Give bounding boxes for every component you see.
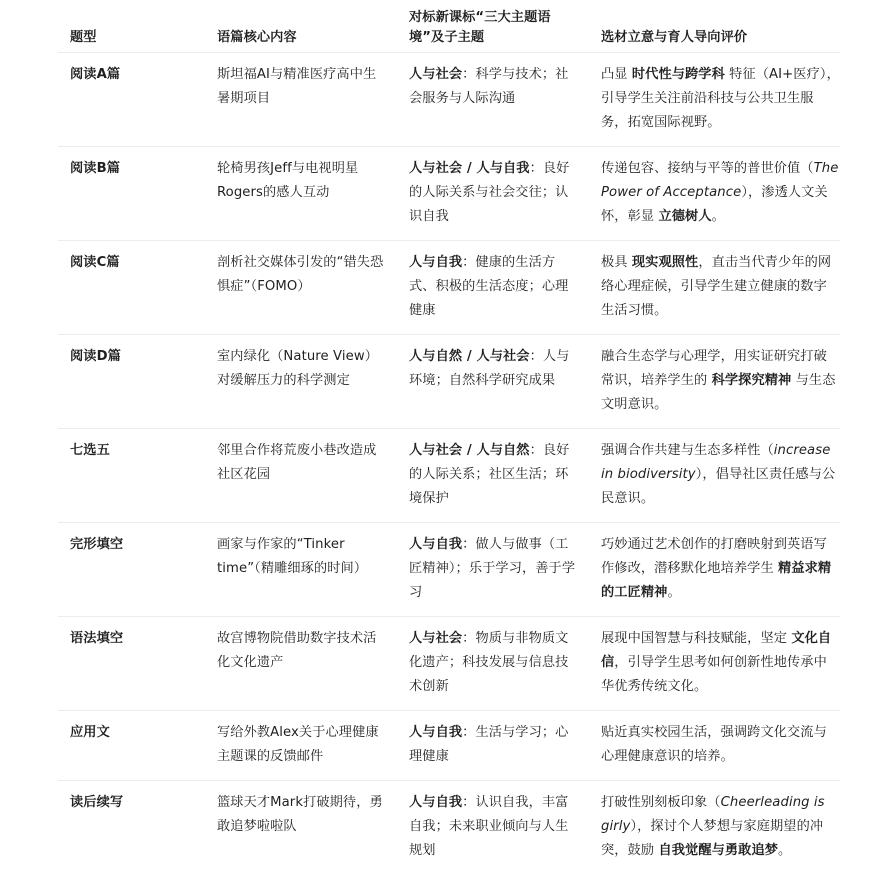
question-type-cell: 应用文 [70, 725, 110, 740]
table-row [58, 335, 840, 429]
evaluation-cell [589, 439, 840, 522]
theme-main-label: 人与自我 [409, 255, 463, 270]
header-core-content: 语篇核心内容 [217, 30, 297, 45]
core-content-cell: 写给外教Alex关于心理健康主题课的反馈邮件 [217, 725, 379, 764]
evaluation-text-segment: 立德树人 [658, 209, 712, 224]
evaluation-text-segment: The Power of Acceptance [601, 161, 839, 200]
evaluation-text-segment: 传递包容、接纳与平等的普世价值（ [601, 161, 814, 176]
evaluation-text-segment: 特征（AI+医疗），引导学生关注前沿科技与公共卫生服务，拓宽国际视野。 [601, 67, 840, 130]
evaluation-text-segment: 。 [667, 585, 681, 600]
theme-sub-label: ：科学与技术；社会服务与人际沟通 [409, 67, 569, 106]
theme-sub-label: ：良好的人际关系；社区生活；环境保护 [409, 443, 570, 506]
question-type-cell: 阅读D篇 [70, 349, 121, 364]
evaluation-text-segment: 融合生态学与心理学，用实证研究打破常识，培养学生的 [601, 349, 827, 388]
evaluation-text-segment: 现实观照性 [631, 255, 699, 270]
theme-sub-label: ：认识自我，丰富自我；未来职业倾向与人生规划 [409, 795, 569, 858]
theme-main-label: 人与自然 / 人与社会 [409, 349, 530, 364]
core-content-cell: 斯坦福AI与精准医疗高中生暑期项目 [217, 67, 377, 106]
theme-sub-label: ：物质与非物质文化遗产；科技发展与信息技术创新 [409, 631, 569, 694]
evaluation-text-segment: 时代性与跨学科 [631, 67, 725, 82]
question-type-cell: 阅读A篇 [70, 67, 121, 82]
evaluation-text-segment: 凸显 [601, 67, 632, 82]
table-row [58, 781, 840, 875]
theme-sub-label: ：人与环境；自然科学研究成果 [409, 349, 570, 388]
theme-context-cell [397, 251, 589, 334]
theme-main-label: 人与自我 [409, 725, 463, 740]
question-type-cell: 阅读C篇 [70, 255, 120, 270]
evaluation-text-segment: Cheerleading is girly [601, 795, 825, 834]
theme-sub-label: ：健康的生活方式、积极的生活态度；心理健康 [409, 255, 569, 318]
evaluation-text-segment: 展现中国智慧与科技赋能，坚定 [601, 631, 792, 646]
theme-sub-label: ：良好的人际关系与社会交往；认识自我 [409, 161, 570, 224]
theme-sub-label: ：生活与学习；心理健康 [409, 725, 569, 764]
theme-main-label: 人与自我 [409, 795, 463, 810]
evaluation-cell [589, 251, 840, 334]
theme-context-cell [397, 439, 589, 522]
evaluation-text-segment: 精益求精的工匠精神 [601, 561, 832, 600]
core-content-cell: 轮椅男孩Jeff与电视明星Rogers的感人互动 [217, 161, 359, 200]
evaluation-text-segment: 文化自信 [601, 631, 832, 670]
core-content-cell: 室内绿化（Nature View）对缓解压力的科学测定 [217, 349, 379, 388]
evaluation-text-segment: ，直击当代青少年的网络心理症候，引导学生建立健康的数字生活习惯。 [601, 255, 832, 318]
theme-context-cell [397, 791, 589, 875]
table-body [58, 53, 840, 875]
core-content-cell: 剖析社交媒体引发的“错失恐惧症”（FOMO） [217, 255, 384, 294]
theme-main-label: 人与社会 [409, 631, 463, 646]
theme-context-cell [397, 533, 589, 616]
evaluation-cell [589, 63, 840, 146]
evaluation-text-segment: ），探讨个人梦想与家庭期望的冲突，鼓励 [601, 819, 824, 858]
table-row [58, 429, 840, 523]
evaluation-text-segment: ），渗透人文关怀，彰显 [601, 185, 828, 224]
theme-main-label: 人与自我 [409, 537, 463, 552]
theme-context-cell [397, 157, 589, 240]
core-content-cell: 篮球天才Mark打破期待，勇敢追梦啦啦队 [217, 795, 383, 834]
evaluation-text-segment: ），倡导社区责任感与公民意识。 [601, 467, 836, 506]
evaluation-cell [589, 791, 840, 875]
core-content-cell: 故宫博物院借助数字技术活化文化遗产 [217, 631, 377, 670]
evaluation-cell [589, 345, 840, 428]
table-header-row [58, 8, 840, 53]
question-type-cell: 读后续写 [70, 795, 124, 810]
header-theme-context: 对标新课标“三大主题语境”及子主题 [409, 10, 551, 45]
theme-main-label: 人与社会 / 人与自然 [409, 443, 530, 458]
core-content-cell: 邻里合作将荒废小巷改造成社区花园 [217, 443, 377, 482]
question-type-cell: 语法填空 [70, 631, 124, 646]
evaluation-text-segment: 极具 [601, 255, 632, 270]
question-type-cell: 阅读B篇 [70, 161, 121, 176]
theme-main-label: 人与社会 [409, 67, 463, 82]
header-evaluation: 选材立意与育人导向评价 [601, 30, 748, 45]
evaluation-text-segment: ，引导学生思考如何创新性地传承中华优秀传统文化。 [601, 655, 827, 694]
table-row [58, 711, 840, 781]
table-row [58, 523, 840, 617]
evaluation-text-segment: 自我觉醒与勇敢追梦 [658, 843, 779, 858]
evaluation-text-segment: 打破性别刻板印象（ [601, 795, 721, 810]
table-row [58, 147, 840, 241]
theme-context-cell [397, 345, 589, 428]
table-row [58, 53, 840, 147]
evaluation-cell [589, 627, 840, 710]
evaluation-text-segment: 巧妙通过艺术创作的打磨映射到英语写作修改，潜移默化地培养学生 [601, 537, 827, 576]
analysis-table [58, 8, 840, 875]
question-type-cell: 完形填空 [70, 537, 124, 552]
evaluation-text-segment: 科学探究精神 [711, 373, 792, 388]
theme-sub-label: ：做人与做事（工匠精神）；乐于学习，善于学习 [409, 537, 576, 600]
evaluation-text-segment: 。 [778, 843, 792, 858]
evaluation-text-segment: increase in biodiversity [601, 443, 831, 482]
header-question-type: 题型 [70, 30, 97, 45]
evaluation-text-segment: 。 [711, 209, 725, 224]
question-type-cell: 七选五 [70, 443, 110, 458]
theme-context-cell [397, 627, 589, 710]
evaluation-text-segment: 强调合作共建与生态多样性（ [601, 443, 774, 458]
theme-context-cell [397, 721, 589, 780]
evaluation-cell [589, 157, 840, 240]
theme-context-cell [397, 63, 589, 146]
theme-main-label: 人与社会 / 人与自我 [409, 161, 530, 176]
evaluation-text-segment: 贴近真实校园生活，强调跨文化交流与心理健康意识的培养。 [601, 725, 827, 764]
evaluation-cell [589, 533, 840, 616]
evaluation-text-segment: 与生态文明意识。 [601, 373, 836, 412]
core-content-cell: 画家与作家的“Tinker time”（精雕细琢的时间） [217, 537, 368, 576]
table-row [58, 241, 840, 335]
table-row [58, 617, 840, 711]
evaluation-cell [589, 721, 840, 780]
